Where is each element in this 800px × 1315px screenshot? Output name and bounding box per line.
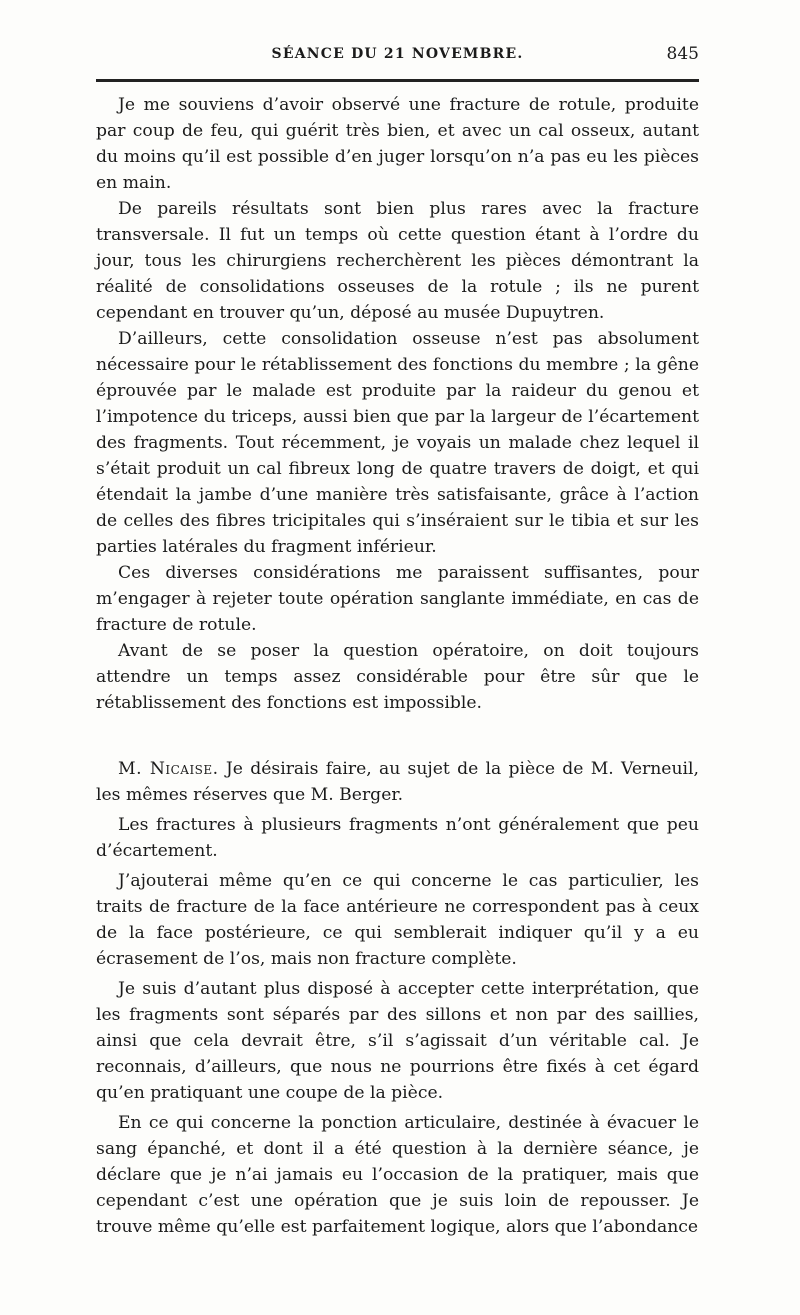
paragraph: J’ajouterai même qu’en ce qui concerne le cas particulier, les traits de fracture de la face antérieure ne correspondent pas à ceux de la face postérieure, ce qui semblerait indiquer qu’il y a eu écrasement de l’os, mais non fracture complète. (96, 871, 699, 969)
paragraph: D’ailleurs, cette consolidation osseuse n’est pas absolument nécessaire pour le rétablissement des fonctions du membre ; la gêne éprouvée par le malade est produite par la raideur du genou et l’impotence du triceps, aussi bien que par la largeur de l’écartement des fragments. Tout récemment, je voyais un malade chez lequel il s’était produit un cal fibreux long de quatre travers de doigt, et qui étendait la jambe d’une manière très satisfaisante, grâce à l’action de celles des fibres tricipitales qui s’inséraient sur le tibia et sur les parties latérales du fragment inférieur. (96, 329, 699, 557)
speaker-paragraph (96, 756, 699, 808)
paragraph: Les fractures à plusieurs fragments n’ont généralement que peu d’écartement. (96, 815, 699, 861)
running-head (96, 46, 699, 70)
paragraph: En ce qui concerne la ponction articulaire, destinée à évacuer le sang épanché, et dont il a été question à la dernière séance, je déclare que je n’ai jamais eu l’occasion de la pratiquer, mais que cependant c’est une opération que je suis loin de repousser. Je trouve même qu’elle est parfaitement logique, alors que l’abondance (96, 1113, 699, 1237)
speaker-name: M. Nicaise. (118, 759, 219, 779)
body-text (96, 92, 699, 1240)
paragraph: Je me souviens d’avoir observé une fracture de rotule, produite par coup de feu, qui guérit très bien, et avec un cal osseux, autant du moins qu’il est possible d’en juger lorsqu’on n’a pas eu les pièces en main. (96, 95, 699, 193)
speaker-text: Je désirais faire, au sujet de la pièce de M. Verneuil, les mêmes réserves que M. Berger. (96, 759, 699, 805)
paragraph: De pareils résultats sont bien plus rares avec la fracture transversale. Il fut un temps où cette question étant à l’ordre du jour, tous les chirurgiens recherchèrent les pièces démontrant la réalité de consolidations osseuses de la rotule ; ils ne purent cependant en trouver qu’un, déposé au musée Dupuytren. (96, 199, 699, 323)
paragraph: Avant de se poser la question opératoire, on doit toujours attendre un temps assez considérable pour être sûr que le rétablissement des fonctions est impossible. (96, 641, 699, 713)
header-rule (96, 79, 699, 82)
running-title: SÉANCE DU 21 NOVEMBRE. (271, 46, 524, 62)
paragraph: Ces diverses considérations me paraissent suffisantes, pour m’engager à rejeter toute opération sanglante immédiate, en cas de fracture de rotule. (96, 563, 699, 635)
paragraph: Je suis d’autant plus disposé à accepter cette interprétation, que les fragments sont séparés par des sillons et non par des saillies, ainsi que cela devrait être, s’il s’agissait d’un véritable cal. Je reconnais, d’ailleurs, que nous ne pourrions être fixés à cet égard qu’en pratiquant une coupe de la pièce. (96, 979, 699, 1103)
page-number: 845 (666, 44, 699, 64)
